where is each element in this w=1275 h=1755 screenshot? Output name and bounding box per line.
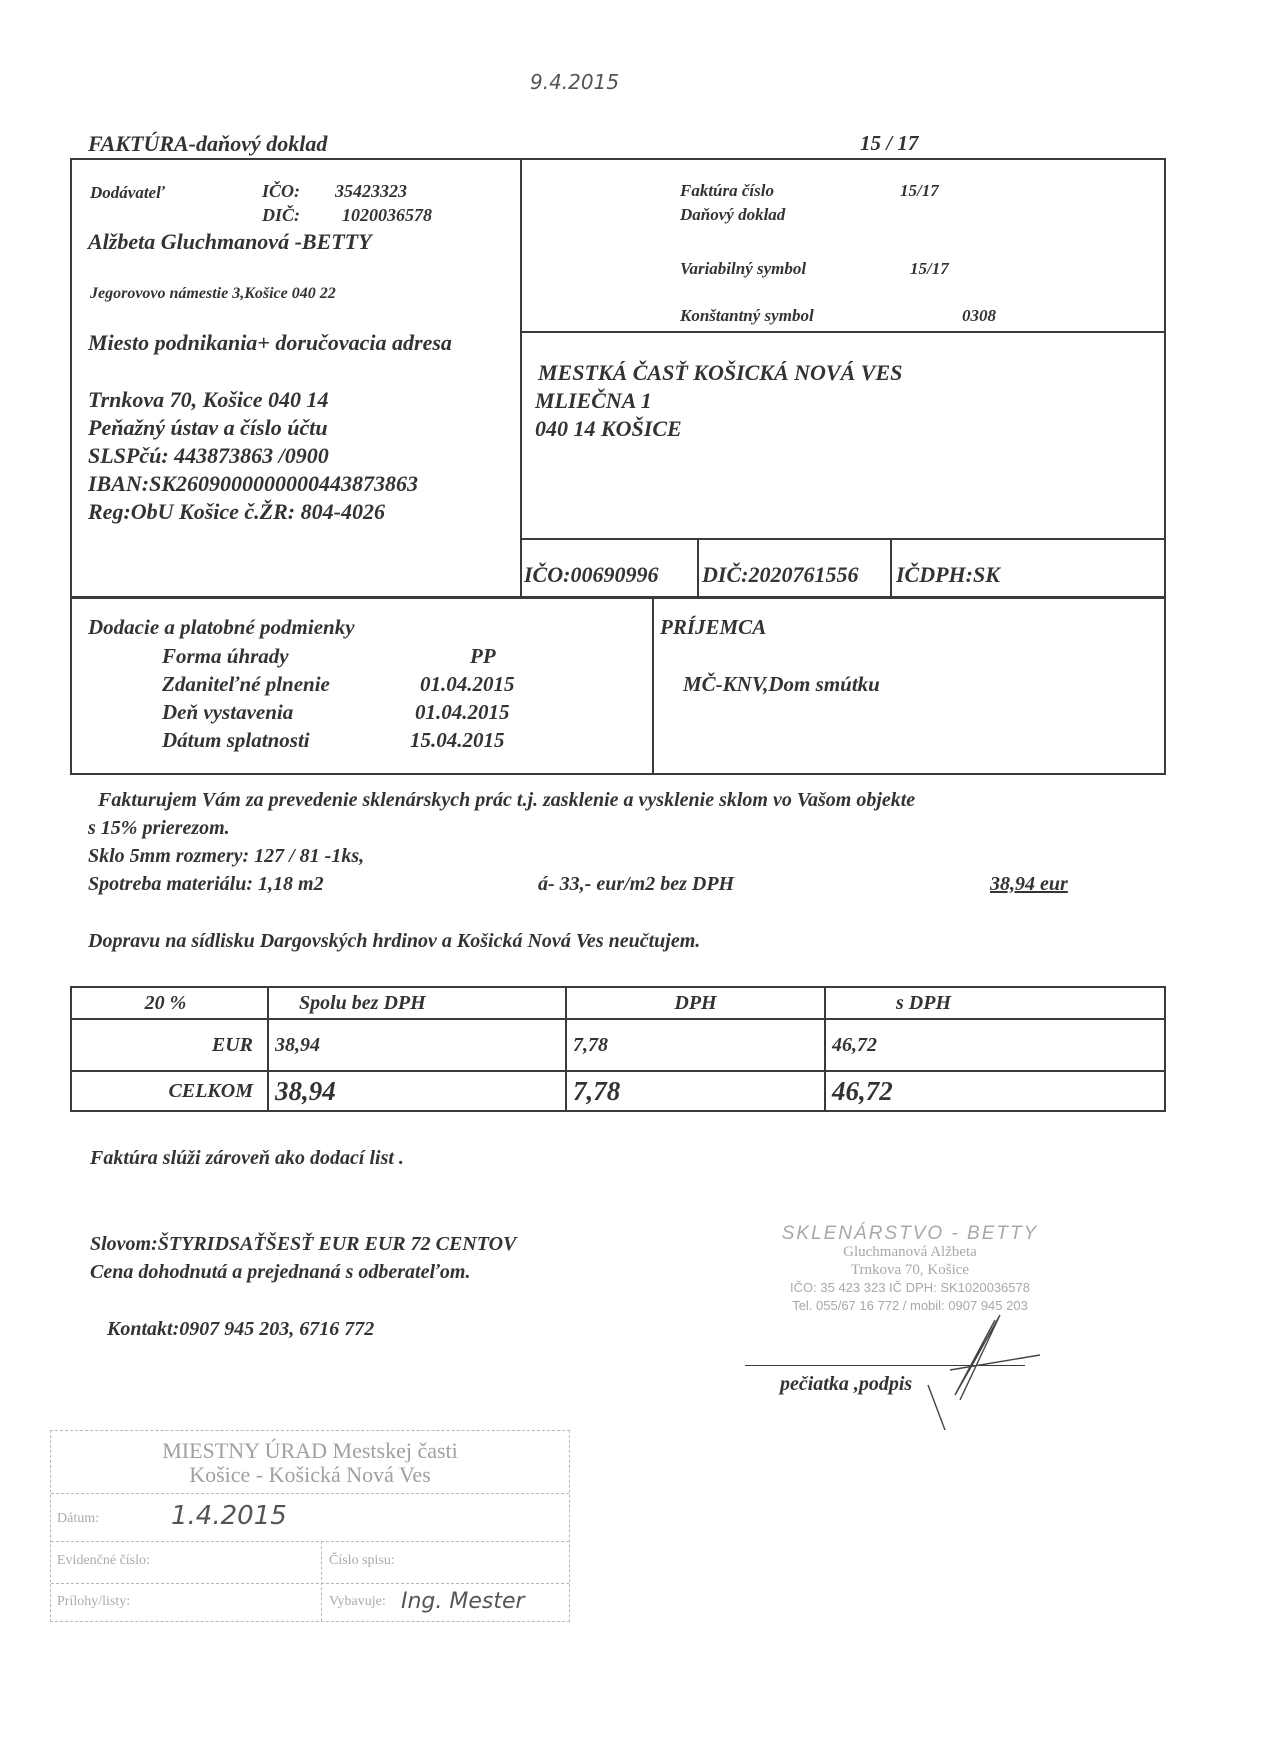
totals-table <box>70 986 1166 1112</box>
signature-label: pečiatka ,podpis <box>780 1373 913 1395</box>
constant-symbol: 0308 <box>962 306 996 325</box>
customer-dic: DIČ:2020761556 <box>702 562 859 587</box>
iban: IBAN:SK2609000000000443873863 <box>88 471 419 496</box>
terms-label-3: Dátum splatnosti <box>162 728 310 752</box>
table-row <box>71 1019 1165 1071</box>
line-amount: 38,94 eur <box>990 873 1068 895</box>
signature-icon <box>900 1300 1050 1430</box>
supplier-name: Alžbeta Gluchmanová -BETTY <box>88 229 372 254</box>
terms-value-1: 01.04.2015 <box>420 672 515 696</box>
invoice-no: 15/17 <box>900 181 939 200</box>
recipient-label: PRÍJEMCA <box>660 615 767 639</box>
terms-label-2: Deň vystavenia <box>162 700 294 724</box>
row-base: 38,94 <box>268 1071 566 1111</box>
tax-doc-label: Daňový doklad <box>680 205 786 224</box>
customer-street: MLIEČNA 1 <box>535 388 652 413</box>
business-address: Trnkova 70, Košice 040 14 <box>88 387 329 412</box>
row-label: EUR <box>71 1019 268 1071</box>
delivery-note: Faktúra slúži zároveň ako dodací list . <box>90 1147 404 1169</box>
stamp-line-3: Trnkova 70, Košice <box>850 1262 970 1278</box>
office-stamp <box>50 1430 570 1622</box>
table-row <box>71 1071 1165 1111</box>
transport-note: Dopravu na sídlisku Dargovských hrdinov a Košická Nová Ves neučtujem. <box>88 930 701 952</box>
row-total: 46,72 <box>825 1071 1165 1111</box>
terms-label: Dodacie a platobné podmienky <box>88 615 355 639</box>
ids-cell-divider-2 <box>890 538 892 598</box>
invoice-no-label: Faktúra číslo <box>680 181 774 200</box>
stamp-row-divider <box>51 1541 569 1542</box>
supplier-ico: 35423323 <box>335 181 407 201</box>
stamp-date-value: 1.4.2015 <box>171 1501 287 1531</box>
terms-value-0: PP <box>470 644 496 668</box>
unit-price: á- 33,- eur/m2 bez DPH <box>538 873 735 895</box>
row-base: 38,94 <box>268 1019 566 1071</box>
stamp-evidence-label: Evidenčné číslo: <box>57 1553 150 1568</box>
price-note: Cena dohodnutá a prejednaná s odberateľom. <box>90 1261 471 1283</box>
total-header: s DPH <box>825 987 1165 1019</box>
vat-header: DPH <box>566 987 825 1019</box>
material-consumption: Spotreba materiálu: 1,18 m2 <box>88 873 324 895</box>
customer-name: MESTKÁ ČASŤ KOŠICKÁ NOVÁ VES <box>538 360 903 385</box>
customer-city: 040 14 KOŠICE <box>535 416 682 441</box>
stamp-line-1: SKLENÁRSTVO - BETTY <box>781 1223 1039 1244</box>
row-vat: 7,78 <box>566 1019 825 1071</box>
stamp-attachments-label: Prílohy/listy: <box>57 1594 131 1609</box>
terms-divider <box>652 597 654 775</box>
base-header: Spolu bez DPH <box>268 987 566 1019</box>
supplier-dic-label: DIČ: <box>262 205 301 225</box>
variable-symbol: 15/17 <box>910 259 949 278</box>
description-line-1: Fakturujem Vám za prevedenie sklenárskych prác t.j. zasklenie a vysklenie sklom vo Vašom objekte <box>98 789 916 811</box>
supplier-address: Jegorovovo námestie 3,Košice 040 22 <box>90 285 336 302</box>
supplier-ico-label: IČO: <box>262 181 301 201</box>
stamp-row-divider <box>51 1583 569 1584</box>
variable-symbol-label: Variabilný symbol <box>680 259 807 278</box>
document-title: FAKTÚRA-daňový doklad <box>88 131 328 156</box>
stamp-col-divider <box>321 1541 322 1621</box>
stamp-row-divider <box>51 1493 569 1494</box>
office-stamp-title-1: MIESTNY ÚRAD Mestskej časti <box>162 1438 458 1463</box>
supplier-dic: 1020036578 <box>342 205 432 225</box>
business-address-label: Miesto podnikania+ doručovacia adresa <box>88 330 452 355</box>
totals-header-row <box>71 987 1165 1019</box>
recipient-value: MČ-KNV,Dom smútku <box>683 672 880 696</box>
row-label: CELKOM <box>71 1071 268 1111</box>
info-divider <box>520 331 1166 333</box>
description-line-3: Sklo 5mm rozmery: 127 / 81 -1ks, <box>88 845 365 867</box>
vat-rate-header: 20 % <box>71 987 268 1019</box>
row-vat: 7,78 <box>566 1071 825 1111</box>
header-divider <box>520 158 522 598</box>
stamp-line-4: IČO: 35 423 323 IČ DPH: SK1020036578 <box>790 1280 1030 1295</box>
stamp-line-5: Tel. 055/67 16 772 / mobil: 0907 945 203 <box>792 1298 1028 1313</box>
invoice-number-header: 15 / 17 <box>860 131 919 155</box>
row-total: 46,72 <box>825 1019 1165 1071</box>
handwritten-date: 9.4.2015 <box>530 70 620 94</box>
terms-value-2: 01.04.2015 <box>415 700 510 724</box>
ids-divider <box>520 538 1166 540</box>
terms-label-1: Zdaniteľné plnenie <box>162 672 330 696</box>
office-stamp-title <box>51 1439 569 1487</box>
stamp-file-label: Číslo spisu: <box>329 1553 395 1568</box>
stamp-date-label: Dátum: <box>57 1511 99 1526</box>
stamp-handler-label: Vybavuje: <box>329 1594 386 1609</box>
stamp-line-2: Gluchmanová Alžbeta <box>843 1244 977 1260</box>
office-stamp-title-2: Košice - Košická Nová Ves <box>189 1462 431 1487</box>
amount-in-words: Slovom:ŠTYRIDSAŤŠESŤ EUR EUR 72 CENTOV <box>90 1233 517 1255</box>
customer-ico: IČO:00690996 <box>524 562 659 587</box>
registration: Reg:ObU Košice č.ŽR: 804-4026 <box>88 499 385 524</box>
contact: Kontakt:0907 945 203, 6716 772 <box>107 1318 375 1340</box>
terms-value-3: 15.04.2015 <box>410 728 505 752</box>
description-line-2: s 15% prierezom. <box>88 817 230 839</box>
stamp-handler-value: Ing. Mester <box>401 1589 525 1614</box>
bank-label: Peňažný ústav a číslo účtu <box>88 415 328 440</box>
supplier-label: Dodávateľ <box>90 183 165 202</box>
bank-account: SLSPčú: 443873863 /0900 <box>88 443 329 468</box>
ids-cell-divider-1 <box>697 538 699 598</box>
terms-label-0: Forma úhrady <box>162 644 289 668</box>
constant-symbol-label: Konštantný symbol <box>680 306 814 325</box>
customer-icdph: IČDPH:SK <box>896 562 1000 587</box>
